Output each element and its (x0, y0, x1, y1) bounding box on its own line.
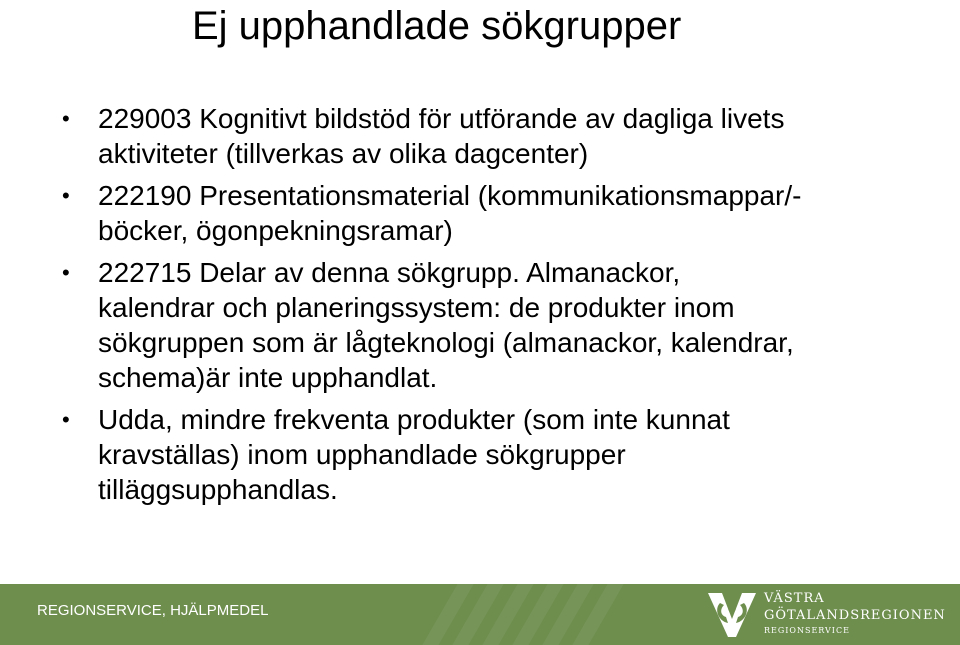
list-item (0, 255, 960, 395)
bullet-text-line: Udda, mindre frekventa produkter (som inte kunnat (98, 404, 730, 435)
bullet-text-line: 222715 Delar av denna sökgrupp. Almanackor, (98, 257, 681, 288)
logo-text-line: VÄSTRA (764, 591, 825, 606)
logo-text-line: GÖTALANDSREGIONEN (764, 608, 946, 623)
bullet-icon: • (62, 106, 70, 131)
slide-title: Ej upphandlade sökgrupper (192, 4, 682, 48)
bullet-icon: • (62, 183, 70, 208)
organization-logo (706, 589, 956, 641)
bullet-text-line: kalendrar och planeringssystem: de produkter inom (98, 292, 735, 323)
footer-label: REGIONSERVICE, HJÄLPMEDEL (37, 602, 269, 619)
list-item (0, 402, 960, 507)
bullet-list (0, 101, 960, 507)
bullet-text-line: kravställas) inom upphandlade sökgrupper (98, 439, 626, 470)
bullet-text-line: schema)är inte upphandlat. (98, 362, 438, 393)
bullet-text-line: 229003 Kognitivt bildstöd för utförande av dagliga livets (98, 103, 785, 134)
bullet-text-line: sökgruppen som är lågteknologi (almanackor, kalendrar, (98, 327, 794, 358)
bullet-text-line: aktiviteter (tillverkas av olika dagcenter) (98, 138, 589, 169)
bullet-text-line: 222190 Presentationsmaterial (kommunikationsmappar/- (98, 180, 802, 211)
bullet-text-line: tilläggsupphandlas. (98, 474, 338, 505)
bullet-icon: • (62, 407, 70, 432)
bullet-text-line: böcker, ögonpekningsramar) (98, 215, 453, 246)
logo-text-line: REGIONSERVICE (764, 626, 850, 635)
list-item (0, 101, 960, 171)
bullet-icon: • (62, 260, 70, 285)
vastra-gotalandsregionen-logo-icon (706, 589, 758, 641)
list-item (0, 178, 960, 248)
